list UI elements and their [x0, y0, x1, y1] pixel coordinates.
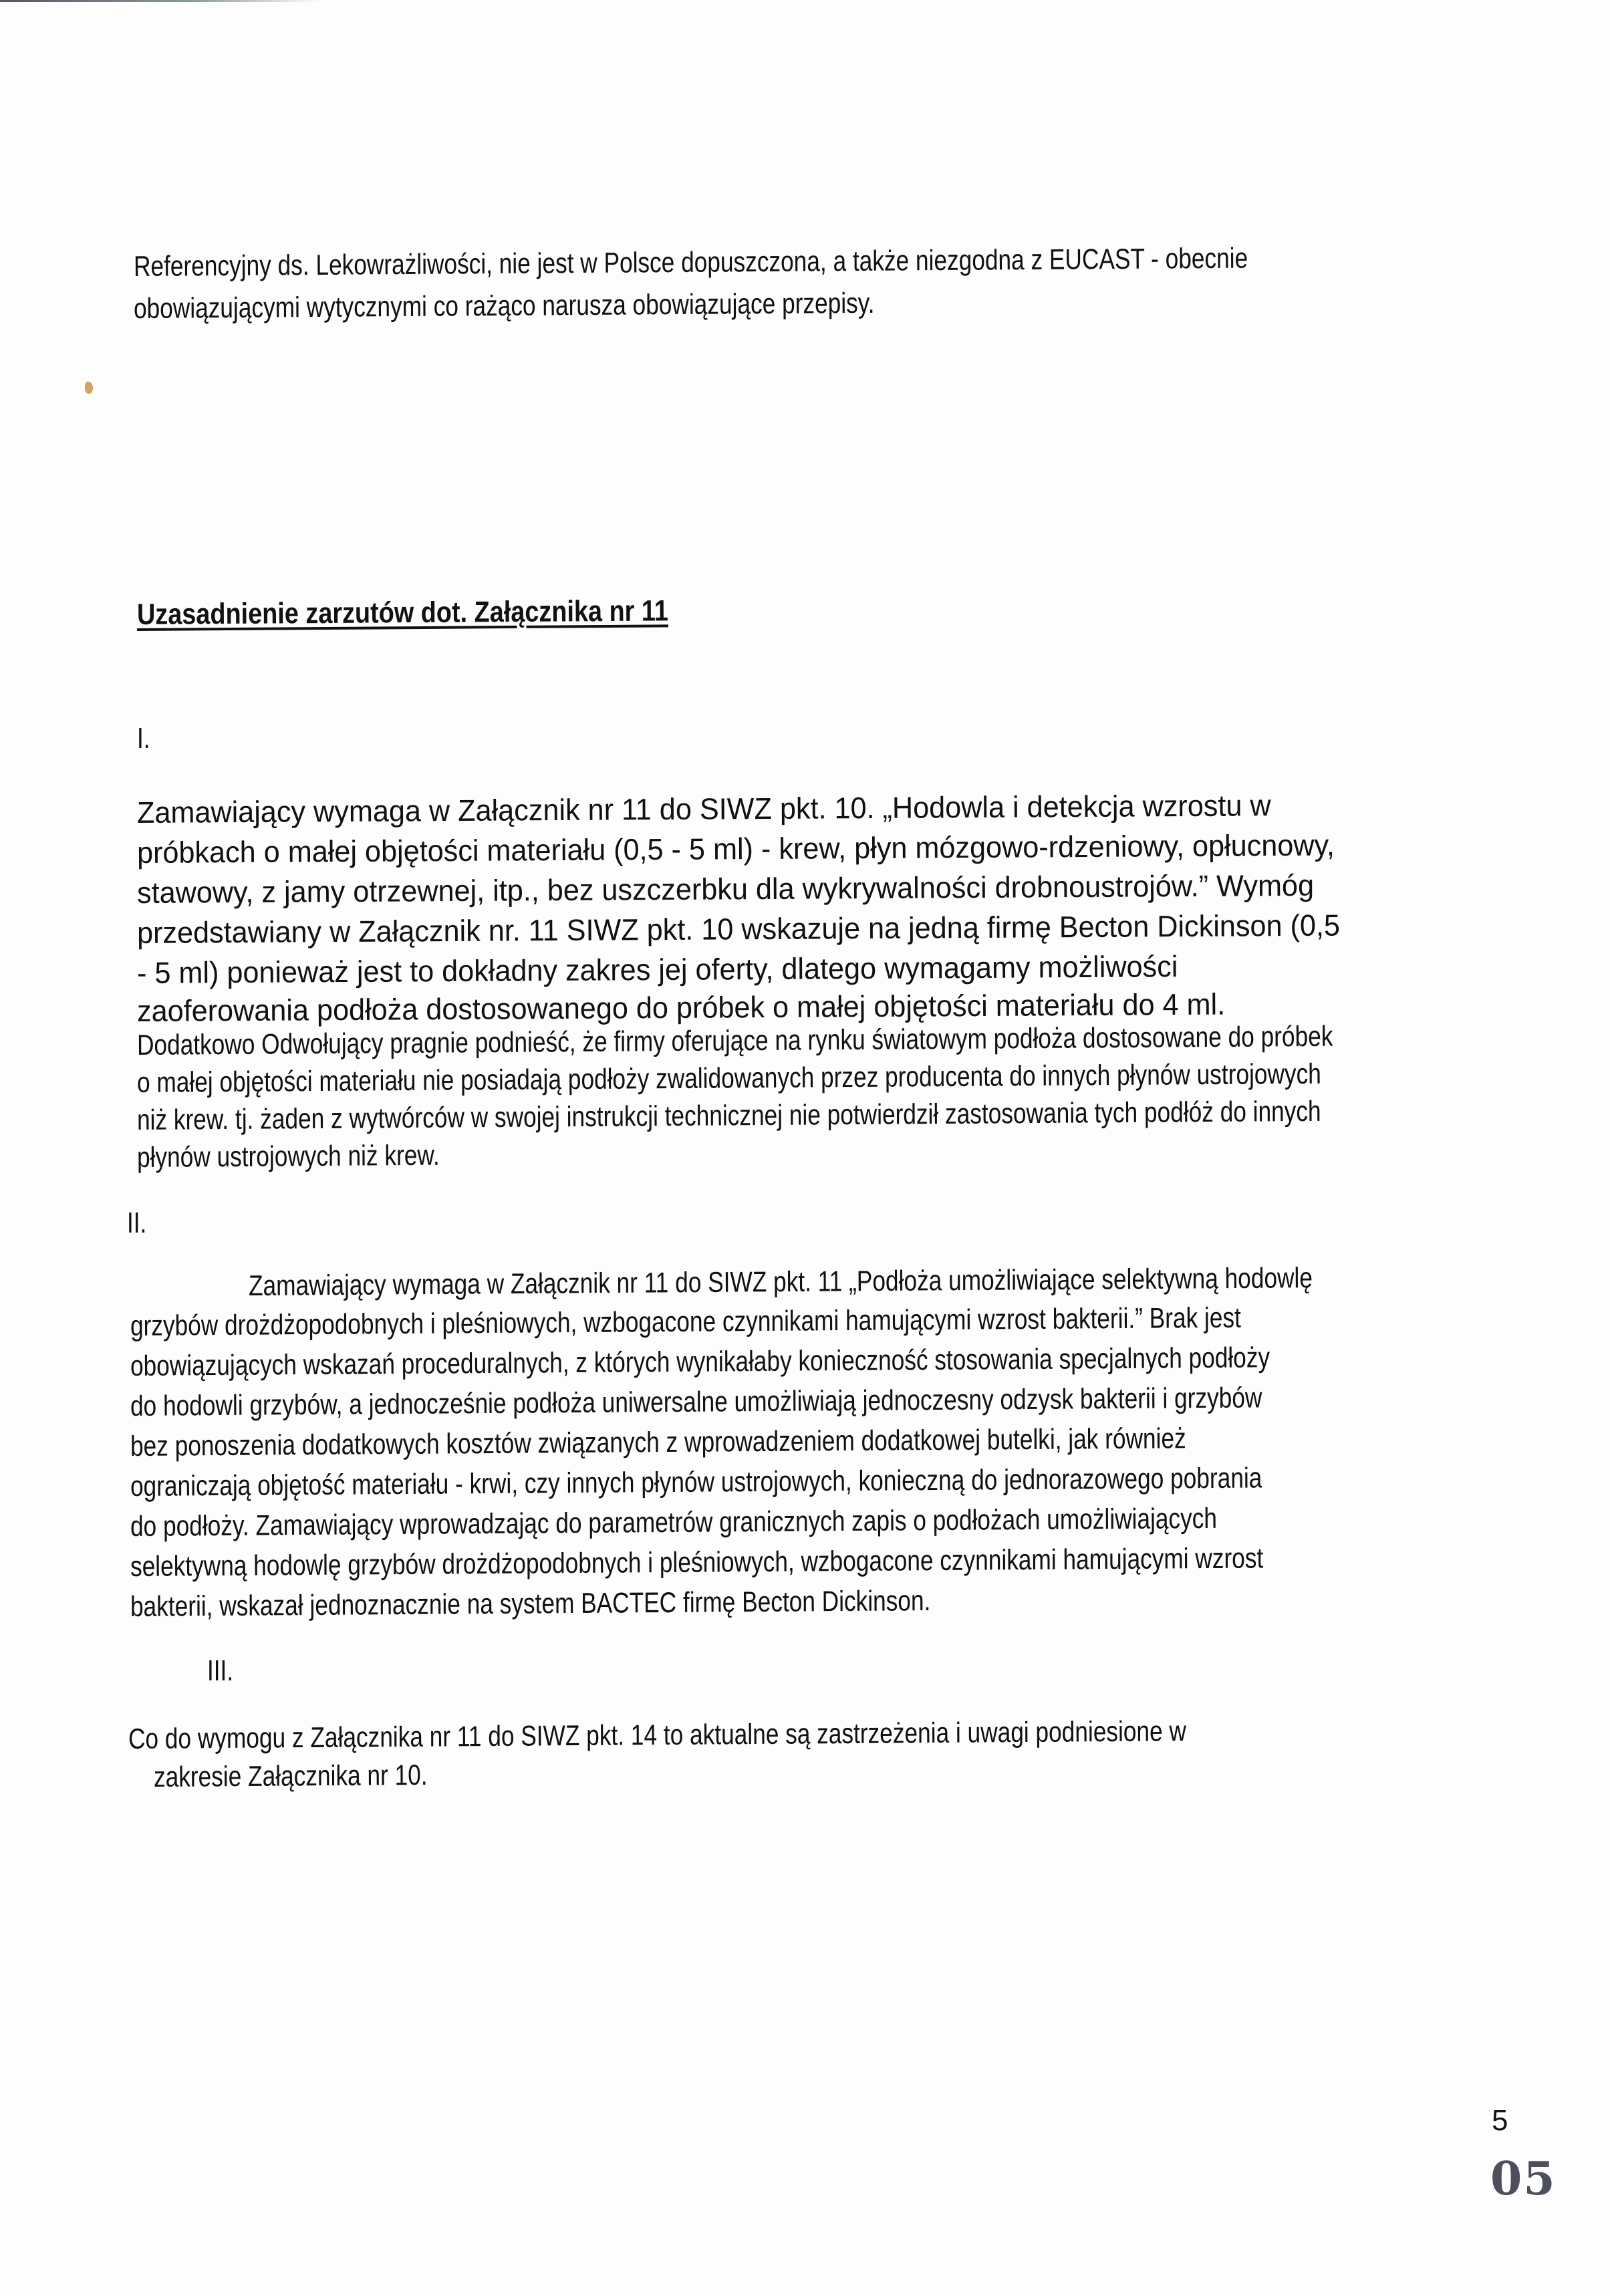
paragraph-line: przedstawiany w Załącznik nr. 11 SIWZ pkt. 10 wskazuje na jedną firmę Becton Dickinson (0,5	[136, 908, 1341, 950]
paragraph-line: bez ponoszenia dodatkowych kosztów związanych z wprowadzeniem dodatkowej butelki, jak również	[130, 1422, 1186, 1462]
intro-line: obowiązującymi wytycznymi co rażąco narusza obowiązujące przepisy.	[133, 287, 875, 325]
scan-speck	[85, 382, 93, 394]
stamped-page-number: 05	[1490, 2152, 1557, 2206]
paragraph-line: - 5 ml) ponieważ jest to dokładny zakres jej oferty, dlatego wymagamy możliwości	[136, 949, 1178, 990]
paragraph-line: do podłoży. Zamawiający wprowadzając do parametrów granicznych zapis o podłożach umożliwiających	[130, 1502, 1218, 1543]
section-numeral: II.	[127, 1206, 147, 1239]
paragraph-line: stawowy, z jamy otrzewnej, itp., bez uszczerbku dla wykrywalności drobnoustrojów.” Wymóg	[136, 868, 1315, 910]
paragraph-line: płynów ustrojowych niż krew.	[136, 1139, 440, 1174]
paragraph-line: selektywną hodowlę grzybów drożdżopodobnych i pleśniowych, wzbogacone czynnikami hamującymi wzrost	[130, 1542, 1264, 1583]
paragraph-line: Co do wymogu z Załącznika nr 11 do SIWZ pkt. 14 to aktualne są zastrzeżenia i uwagi podniesione w	[128, 1715, 1187, 1755]
page-number: 5	[1492, 2104, 1508, 2137]
intro-line: Referencyjny ds. Lekowrażliwości, nie jest w Polsce dopuszczona, a także niezgodna z EUCAST - obecnie	[133, 242, 1248, 283]
paragraph-line: Zamawiający wymaga w Załącznik nr 11 do SIWZ pkt. 10. „Hodowla i detekcja wzrostu w	[136, 788, 1271, 830]
paragraph-line: o małej objętości materiału nie posiadają podłoży zwalidowanych przez producenta do innych płynów ustrojowych	[136, 1057, 1321, 1099]
section-numeral: I.	[137, 722, 150, 755]
paragraph-line: bakterii, wskazał jednoznacznie na system BACTEC firmę Becton Dickinson.	[130, 1585, 931, 1623]
paragraph-line: ograniczają objętość materiału - krwi, czy innych płynów ustrojowych, konieczną do jednorazowego pobrania	[130, 1462, 1262, 1503]
paragraph-line: Dodatkowo Odwołujący pragnie podnieść, że firmy oferujące na rynku światowym podłoża dostosowane do próbek	[136, 1020, 1333, 1061]
paragraph-line: zaoferowania podłoża dostosowanego do próbek o małej objętości materiału do 4 ml.	[136, 987, 1226, 1028]
section-numeral: III.	[207, 1654, 234, 1687]
paragraph-line: grzybów drożdżopodobnych i pleśniowych, wzbogacone czynnikami hamującymi wzrost bakterii.” Brak jest	[130, 1301, 1241, 1342]
paragraph-line: zakresie Załącznika nr 10.	[153, 1759, 428, 1793]
paragraph-line: Zamawiający wymaga w Załącznik nr 11 do SIWZ pkt. 11 „Podłoża umożliwiające selektywną hodowlę	[248, 1262, 1313, 1302]
paragraph-line: do hodowli grzybów, a jednocześnie podłoża uniwersalne umożliwiają jednoczesny odzysk bakterii i grzybów	[130, 1382, 1262, 1422]
paragraph-line: niż krew. tj. żaden z wytwórców w swojej instrukcji technicznej nie potwierdził zastosowania tych podłóż do innych	[136, 1095, 1321, 1136]
section-heading: Uzasadnienie zarzutów dot. Załącznika nr 11	[136, 594, 668, 631]
scan-edge-artifact	[0, 0, 321, 2]
paragraph-line: obowiązujących wskazań proceduralnych, z których wynikałaby konieczność stosowania specjalnych podłoży	[130, 1342, 1270, 1382]
paragraph-line: próbkach o małej objętości materiału (0,5 - 5 ml) - krew, płyn mózgowo-rdzeniowy, opłucnowy,	[136, 827, 1335, 870]
